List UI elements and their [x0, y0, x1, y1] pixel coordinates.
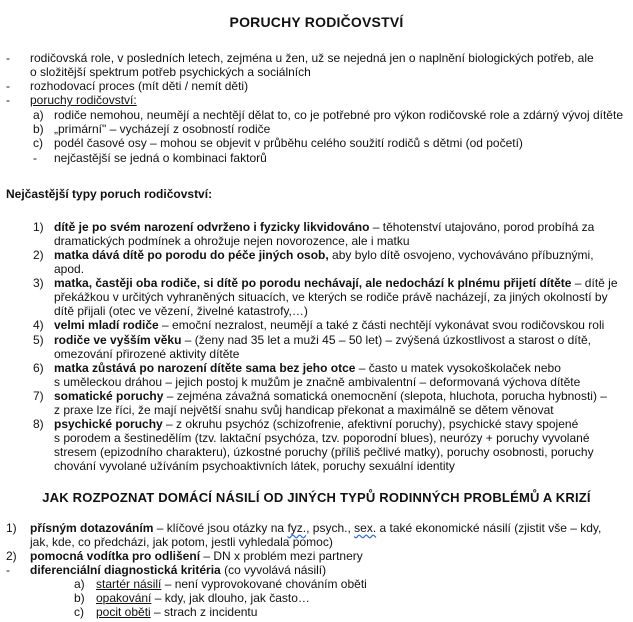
- sub-item-b: „primární" – vycházejí z osobností rodiče: [54, 122, 271, 136]
- list-number: 7): [33, 389, 44, 403]
- bullet-dash: -: [33, 151, 37, 165]
- bullet-dash: -: [6, 563, 10, 577]
- recog-item-1: přísným dotazováním – klíčové jsou otázky na fyz., psych., sex. a také ekonomické násilí (zjistit vše – kdy,: [30, 521, 602, 535]
- recog-item-2: pomocná vodítka pro odlišení – DN x problém mezi partnery: [30, 549, 363, 563]
- intro-line-4: poruchy rodičovství:: [30, 93, 137, 107]
- list-item-1-cont: dramatických podmínek a ohrožuje nejen novorozence, ale i matku: [54, 234, 410, 248]
- list-item-6: matka zůstává po narození dítěte sama bez jeho otce – často u matek vysokoškolaček nebo: [54, 361, 561, 375]
- list-item-2-cont: apod.: [54, 262, 85, 276]
- list-item-4: velmi mladí rodiče – emoční nezralost, neumějí a také z části nechtějí vykonávat svou rodičovskou roli: [54, 318, 605, 332]
- section-heading: Nejčastější typy poruch rodičovství:: [6, 187, 213, 201]
- section-title: JAK ROZPOZNAT DOMÁCÍ NÁSILÍ OD JINÝCH TYPŮ RODINNÝCH PROBLÉMŮ A KRIZÍ: [42, 490, 591, 505]
- list-marker-b: b): [74, 591, 85, 605]
- page-title: PORUCHY RODIČOVSTVÍ: [229, 14, 404, 30]
- intro-line-3: rozhodovací proces (mít děti / nemít děti): [30, 79, 249, 93]
- list-item-1: dítě je po svém narození odvrženo i fyzicky likvidováno – těhotenství utajováno, porod probíhá za: [54, 220, 595, 234]
- bullet-dash: -: [6, 79, 10, 93]
- intro-line-1: rodičovská role, v posledních letech, zejména u žen, už se nejedná jen o naplnění biologických potřeb, ale: [30, 51, 594, 65]
- list-number: 2): [33, 248, 44, 262]
- list-item-3-cont: překážkou v určitých vyhraněných situacích, ve kterých se rodiče právě nacházejí, za jiných okolností by: [54, 290, 608, 304]
- list-item-8-cont: stresem (epizodního charakteru), úzkostné poruchy (příliš pečlivé matky), poruchy osobnosti, poruchy: [54, 445, 594, 459]
- list-item-3-cont: dítě přijali (otec ve vězení, živelné katastrofy,…): [54, 304, 308, 318]
- sub-item-d: nejčastější se jedná o kombinaci faktorů: [54, 151, 267, 165]
- list-item-6-cont: s uměleckou dráhou – jejich postoj k mužům je značně ambivalentní – deformovaná výchova dítěte: [54, 375, 581, 389]
- intro-line-2: o složitější spektrum potřeb psychických a sociálních: [30, 65, 311, 79]
- bullet-dash: -: [6, 51, 10, 65]
- list-marker-a: a): [74, 577, 85, 591]
- list-item-3: matka, častěji oba rodiče, si dítě po porodu nechávají, ale nedochází k plnému přijetí dítěte – dítě je: [54, 276, 618, 290]
- list-item-7-cont: z praxe lze říci, že mají největší snahu svůj handicap překonat a maximálně se dětem věnovat: [54, 403, 554, 417]
- list-item-2: matka dává dítě po porodu do péče jiných osob, aby bylo dítě osvojeno, vychováváno příbuznými,: [54, 248, 594, 262]
- list-item-8: psychické poruchy – z okruhu psychóz (schizofrenie, afektivní poruchy), psychické stavy spojené: [54, 417, 579, 431]
- list-item-7: somatické poruchy – zejména závažná somatická onemocnění (slepota, hluchota, porucha hybnosti) –: [54, 389, 607, 403]
- list-number: 4): [33, 318, 44, 332]
- bullet-dash: -: [6, 93, 10, 107]
- recog-sub-b: opakování – kdy, jak dlouho, jak často…: [96, 591, 310, 605]
- list-number: 1): [33, 220, 44, 234]
- list-marker-c: c): [33, 136, 43, 150]
- list-marker-a: a): [33, 108, 44, 122]
- list-number: 2): [6, 549, 17, 563]
- list-marker-b: b): [33, 122, 44, 136]
- sub-item-a: rodiče nemohou, neumějí a nechtějí dělat to, co je potřebné pro výkon rodičovské role a zdárný vývoj dítěte: [54, 108, 623, 122]
- list-item-5: rodiče ve vyšším věku – (ženy nad 35 let a muži 45 – 50 let) – zvýšená úzkostlivost a starost o dítě,: [54, 333, 591, 347]
- recog-sub-c: pocit oběti – strach z incidentu: [96, 605, 258, 619]
- list-number: 5): [33, 333, 44, 347]
- recog-item-3: diferenciální diagnostická kritéria (co vyvolává násilí): [30, 563, 327, 577]
- list-number: 1): [6, 521, 17, 535]
- recog-item-1-cont: jak, kde, co předcházi, jak potom, jestli vyhledala pomoc): [30, 535, 333, 549]
- sub-item-c: podél časové osy – mohou se objevit v průběhu celého soužití rodičů s dětmi (od početí): [54, 136, 523, 150]
- list-item-8-cont: s porodem a šestinedělím (tzv. laktační psychóza, tzv. poporodní blues), neurózy + poruchy vyvolané: [54, 431, 590, 445]
- list-marker-c: c): [74, 605, 84, 619]
- list-number: 3): [33, 276, 44, 290]
- list-item-8-cont: chování vyvolané užíváním psychoaktivních látek, poruchy sexuální identity: [54, 459, 455, 473]
- recog-sub-a: startér násilí – není vyprovokované chováním oběti: [96, 577, 367, 591]
- list-item-5-cont: omezování přirozené aktivity dítěte: [54, 347, 240, 361]
- list-number: 6): [33, 361, 44, 375]
- list-number: 8): [33, 417, 44, 431]
